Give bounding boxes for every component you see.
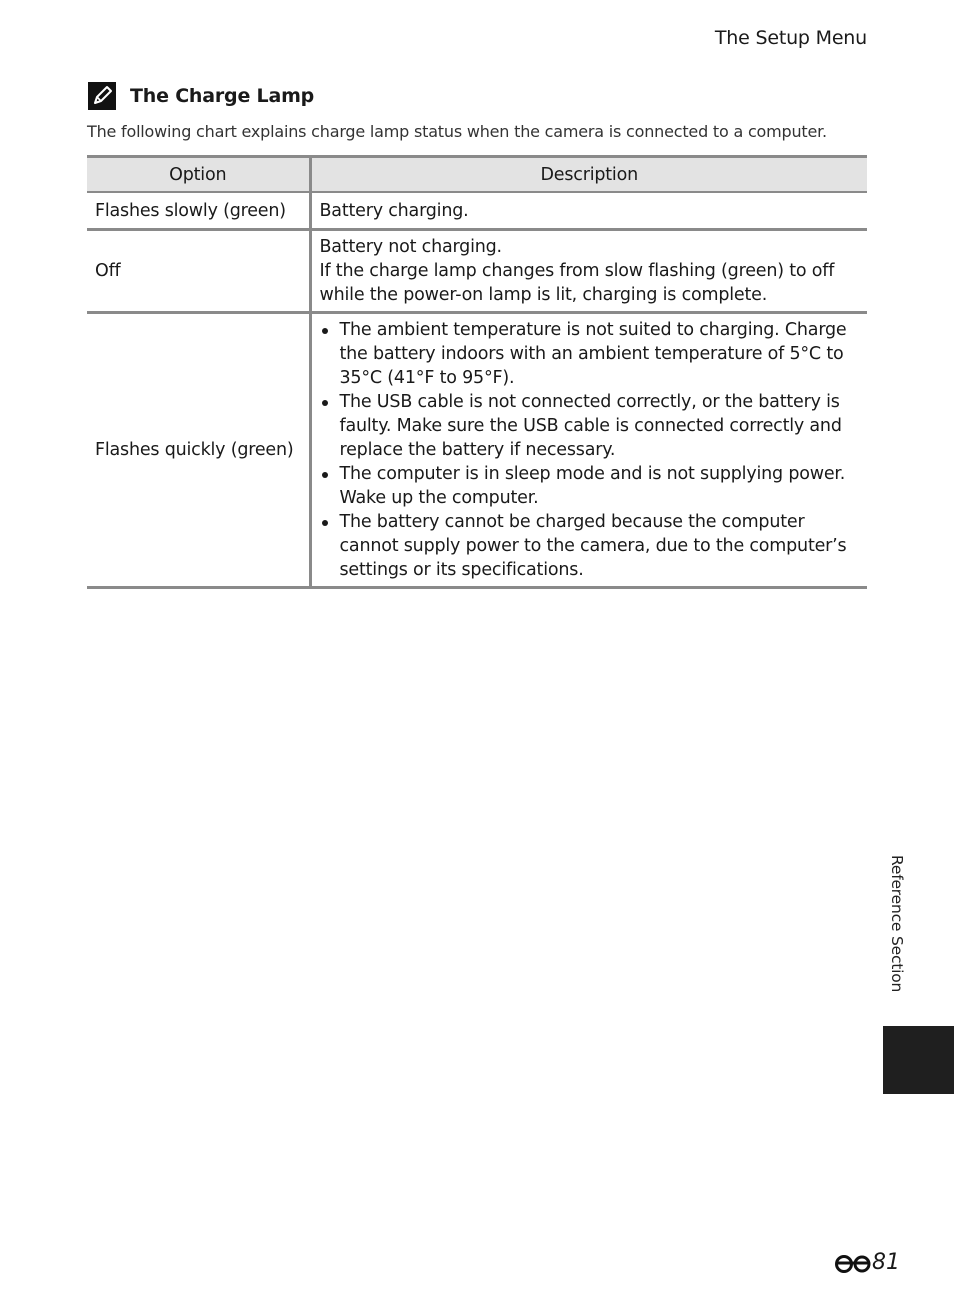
bullet-item: The battery cannot be charged because the computer cannot supply power to the camera, due to the computer’s settings or its specifications. xyxy=(320,510,860,582)
section-side-label-text: Reference Section xyxy=(888,855,906,993)
description-line: Battery charging. xyxy=(319,200,469,221)
table-row xyxy=(87,192,867,230)
page-number-text: 81 xyxy=(872,1250,900,1275)
intro-text: The following chart explains charge lamp status when the camera is connected to a computer. xyxy=(87,122,827,141)
column-header-option: Option xyxy=(87,157,310,193)
description-cell xyxy=(310,192,867,230)
table-row xyxy=(87,313,867,588)
charge-lamp-table xyxy=(87,155,867,589)
description-line: If the charge lamp changes from slow flashing (green) to off while the power-on lamp is lit, charging is complete. xyxy=(319,261,835,305)
description-cell xyxy=(310,313,867,588)
option-cell: Flashes quickly (green) xyxy=(87,313,310,588)
running-header: The Setup Menu xyxy=(714,27,867,49)
table-header-row xyxy=(87,157,867,193)
bullet-list xyxy=(320,318,860,582)
note-heading xyxy=(88,82,314,110)
bullet-item: The ambient temperature is not suited to charging. Charge the battery indoors with an ambient temperature of 5°C to 35°C (41°F to 95°F). xyxy=(320,318,860,390)
section-thumb-tab xyxy=(883,1026,954,1094)
description-cell xyxy=(310,230,867,313)
section-side-label xyxy=(886,855,926,1005)
page-number xyxy=(835,1250,900,1275)
description-line: Battery not charging. xyxy=(319,237,502,257)
e-reference-icon xyxy=(835,1251,871,1275)
pencil-note-icon xyxy=(88,82,116,110)
option-cell: Off xyxy=(87,230,310,313)
column-header-description: Description xyxy=(310,157,867,193)
table-row xyxy=(87,230,867,313)
bullet-item: The computer is in sleep mode and is not supplying power. Wake up the computer. xyxy=(320,462,860,510)
option-cell: Flashes slowly (green) xyxy=(87,192,310,230)
bullet-item: The USB cable is not connected correctly, or the battery is faulty. Make sure the USB cable is connected correctly and replace the battery if necessary. xyxy=(320,390,860,462)
note-title: The Charge Lamp xyxy=(130,85,315,107)
